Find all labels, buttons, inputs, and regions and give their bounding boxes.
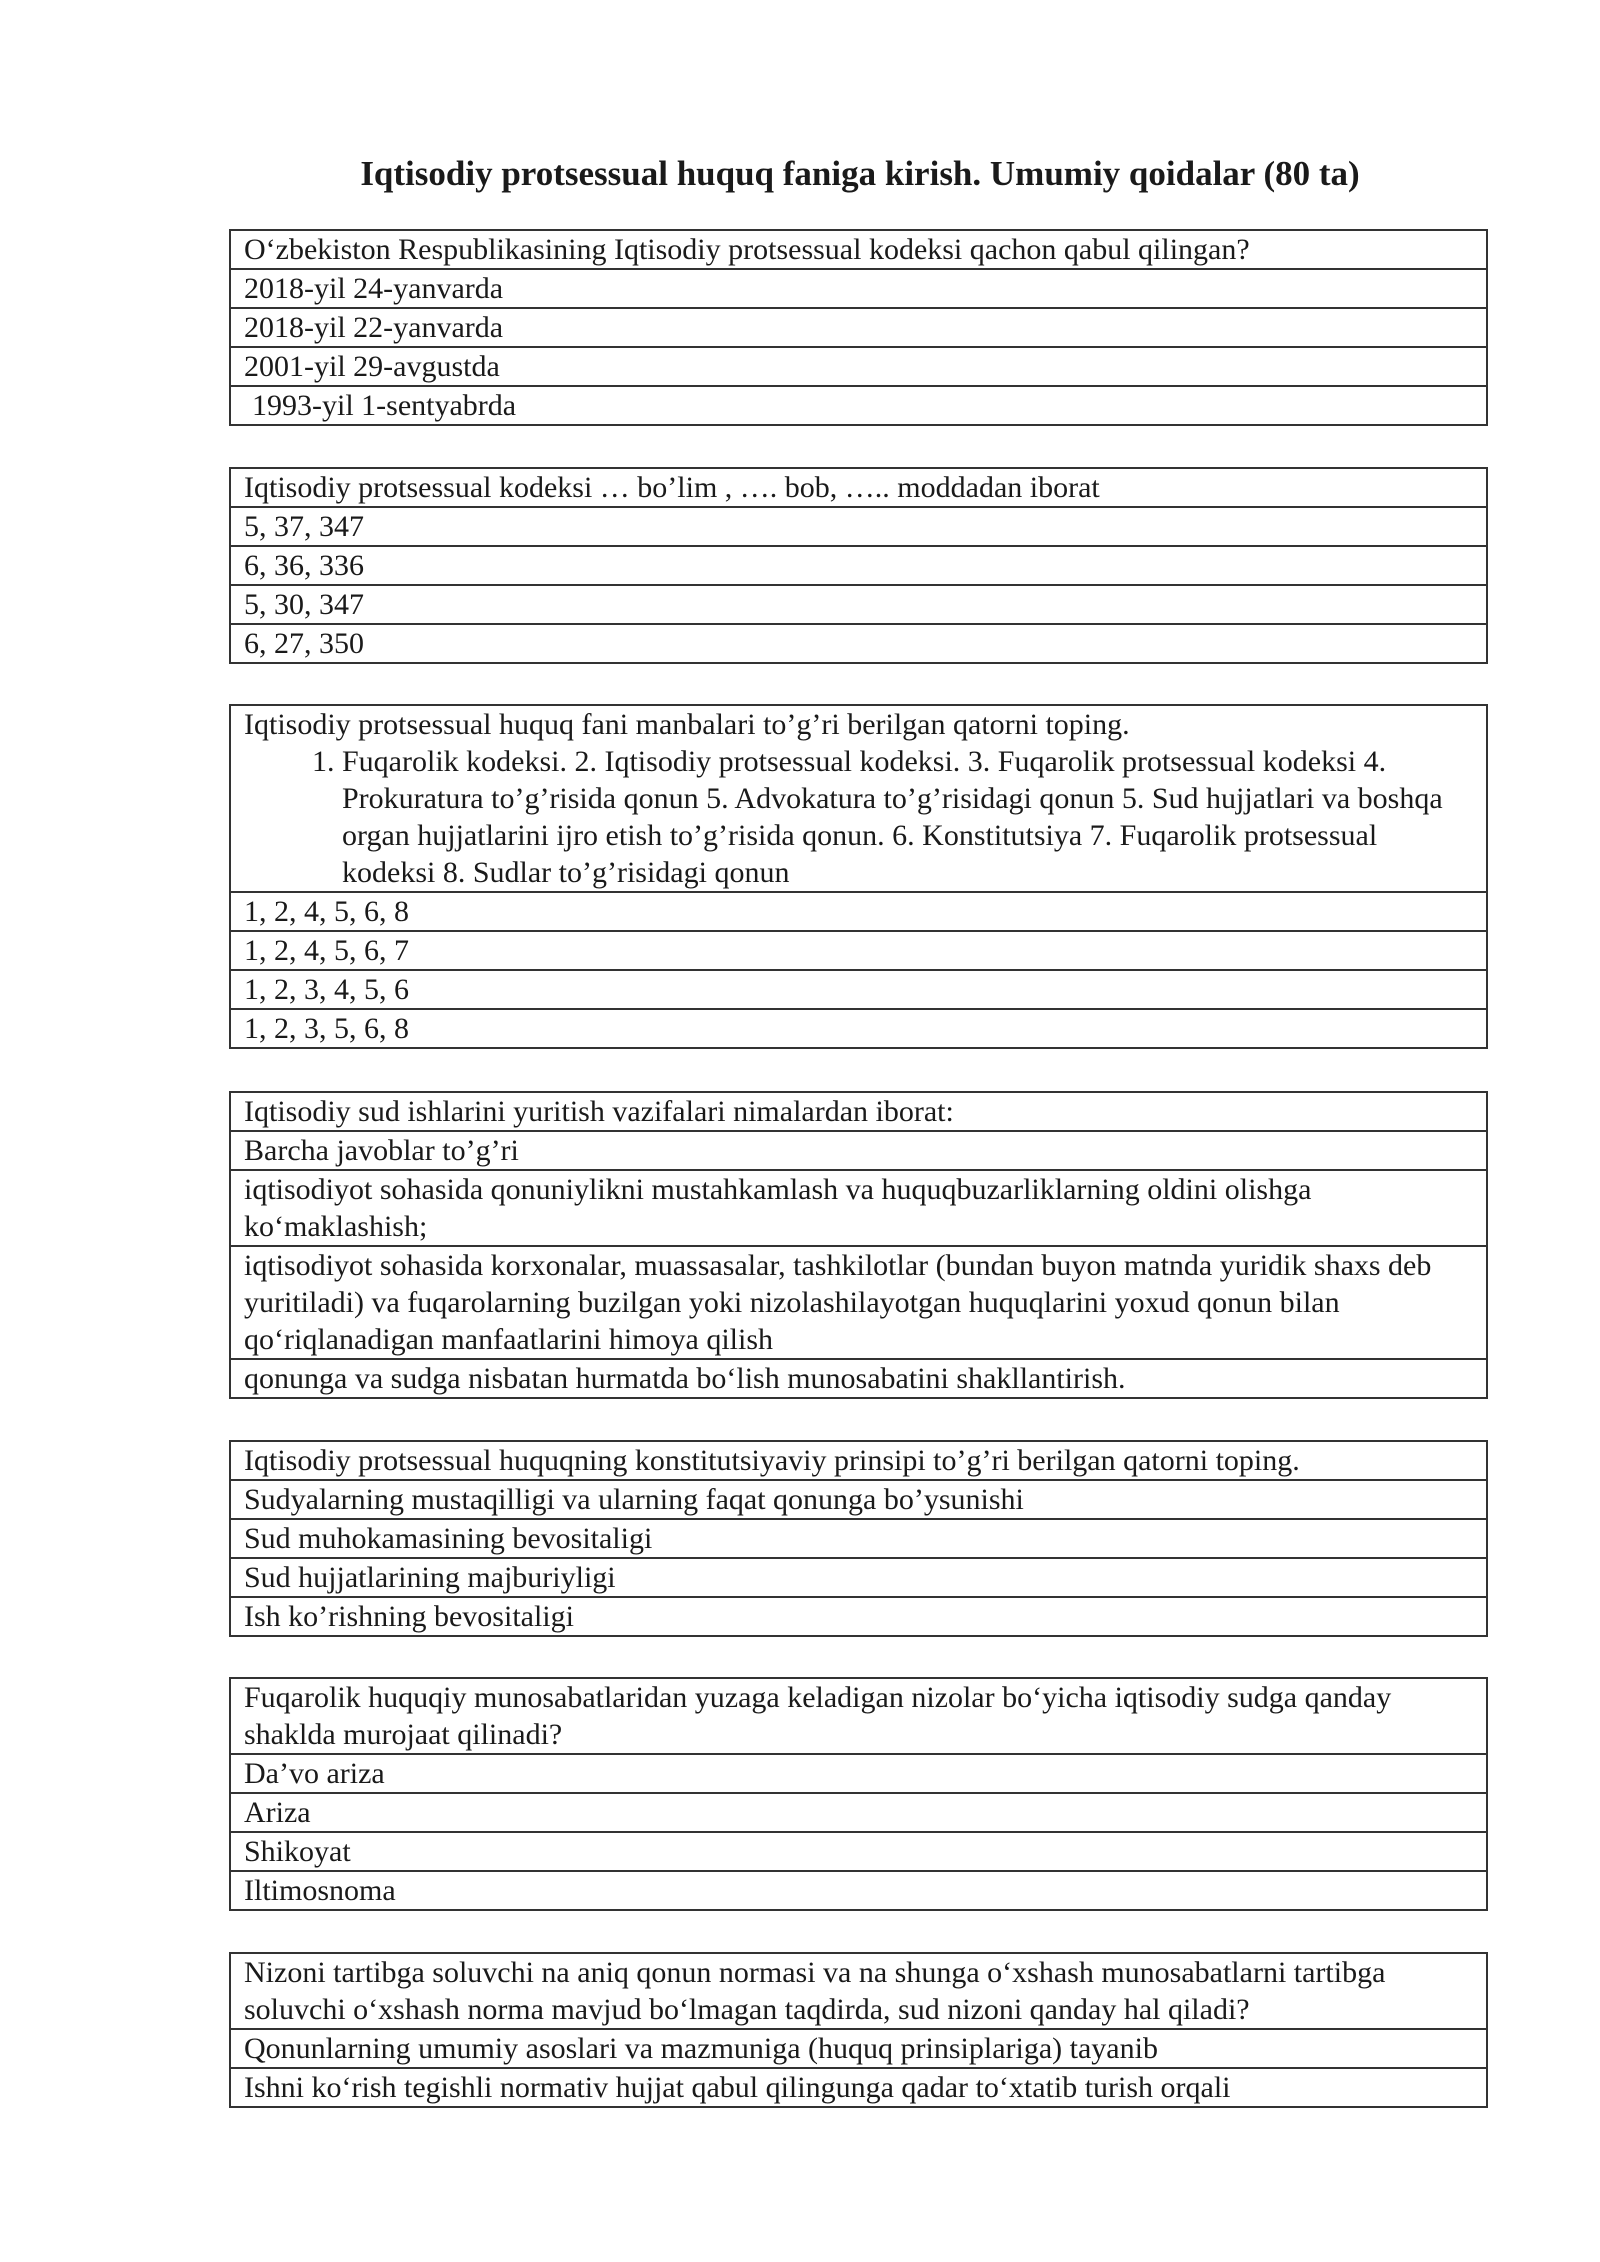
answer-option: Da’vo ariza xyxy=(230,1754,1487,1793)
answer-option: 2018-yil 22-yanvarda xyxy=(230,308,1487,347)
answer-option: iqtisodiyot sohasida korxonalar, muassasalar, tashkilotlar (bundan buyon matnda yuridik shaxs deb yuritiladi) va fuqarolarning buzilgan yoki nizolashilayotgan huquqlarini yoxud qonun bilan qo‘riqlanadigan manfaatlarini himoya qilish xyxy=(230,1246,1487,1359)
answer-option: Iltimosnoma xyxy=(230,1871,1487,1910)
answer-option: 6, 36, 336 xyxy=(230,546,1487,585)
question-text: Iqtisodiy protsessual huquqning konstitutsiyaviy prinsipi to’g’ri berilgan qatorni toping. xyxy=(230,1441,1487,1480)
question-block-1 xyxy=(229,229,1488,426)
sources-list-item: 1. Fuqarolik kodeksi. 2. Iqtisodiy protsessual kodeksi. 3. Fuqarolik protsessual kodeksi 4. Prokuratura to’g’risida qonun 5. Advokatura to’g’risidagi qonun 5. Sud hujjatlari va boshqa organ hujjatlarini ijro etish to’g’risida qonun. 6. Konstitutsiya 7. Fuqarolik protsessual kodeksi 8. Sudlar to’g’risidagi qonun xyxy=(342,743,1473,891)
answer-option: iqtisodiyot sohasida qonuniylikni mustahkamlash va huquqbuzarliklarning oldini olishga ko‘maklashish; xyxy=(230,1170,1487,1246)
question-block-5 xyxy=(229,1440,1488,1637)
answer-option: Sud muhokamasining bevositaligi xyxy=(230,1519,1487,1558)
question-text: Iqtisodiy sud ishlarini yuritish vazifalari nimalardan iborat: xyxy=(230,1092,1487,1131)
answer-option: 1, 2, 3, 5, 6, 8 xyxy=(230,1009,1487,1048)
answer-option: Barcha javoblar to’g’ri xyxy=(230,1131,1487,1170)
question-text xyxy=(230,705,1487,892)
question-text: Nizoni tartibga soluvchi na aniq qonun normasi va na shunga o‘xshash munosabatlarni tartibga soluvchi o‘xshash norma mavjud bo‘lmagan taqdirda, sud nizoni qanday hal qiladi? xyxy=(230,1953,1487,2029)
question-block-2 xyxy=(229,467,1488,664)
answer-option: Sudyalarning mustaqilligi va ularning faqat qonunga bo’ysunishi xyxy=(230,1480,1487,1519)
answer-option: 1, 2, 3, 4, 5, 6 xyxy=(230,970,1487,1009)
answer-option: 1, 2, 4, 5, 6, 7 xyxy=(230,931,1487,970)
question-block-3 xyxy=(229,704,1488,1049)
question-text: Fuqarolik huquqiy munosabatlaridan yuzaga keladigan nizolar bo‘yicha iqtisodiy sudga qanday shaklda murojaat qilinadi? xyxy=(230,1678,1487,1754)
answer-option: 1, 2, 4, 5, 6, 8 xyxy=(230,892,1487,931)
question-text: Iqtisodiy protsessual kodeksi … bo’lim , …. bob, ….. moddadan iborat xyxy=(230,468,1487,507)
answer-option: Qonunlarning umumiy asoslari va mazmuniga (huquq prinsiplariga) tayanib xyxy=(230,2029,1487,2068)
answer-option: Ariza xyxy=(230,1793,1487,1832)
answer-option-text: 1993-yil 1-sentyabrda xyxy=(252,389,517,422)
question-stem: Iqtisodiy protsessual huquq fani manbalari to’g’ri berilgan qatorni toping. xyxy=(244,708,1130,741)
answer-option: 6, 27, 350 xyxy=(230,624,1487,663)
answer-option: Ishni ko‘rish tegishli normativ hujjat qabul qilingunga qadar to‘xtatib turish orqali xyxy=(230,2068,1487,2107)
sources-list xyxy=(244,743,1473,891)
answer-option: 2018-yil 24-yanvarda xyxy=(230,269,1487,308)
answer-option: 2001-yil 29-avgustda xyxy=(230,347,1487,386)
question-block-4 xyxy=(229,1091,1488,1399)
answer-option xyxy=(230,386,1487,425)
answer-option: qonunga va sudga nisbatan hurmatda bo‘lish munosabatini shakllantirish. xyxy=(230,1359,1487,1398)
answer-option: 5, 37, 347 xyxy=(230,507,1487,546)
question-block-7 xyxy=(229,1952,1488,2108)
page-title: Iqtisodiy protsessual huquq faniga kirish. Umumiy qoidalar (80 ta) xyxy=(360,154,1360,193)
answer-option: 5, 30, 347 xyxy=(230,585,1487,624)
answer-option: Sud hujjatlarining majburiyligi xyxy=(230,1558,1487,1597)
answer-option: Ish ko’rishning bevositaligi xyxy=(230,1597,1487,1636)
question-text: O‘zbekiston Respublikasining Iqtisodiy protsessual kodeksi qachon qabul qilingan? xyxy=(230,230,1487,269)
answer-option: Shikoyat xyxy=(230,1832,1487,1871)
question-block-6 xyxy=(229,1677,1488,1911)
